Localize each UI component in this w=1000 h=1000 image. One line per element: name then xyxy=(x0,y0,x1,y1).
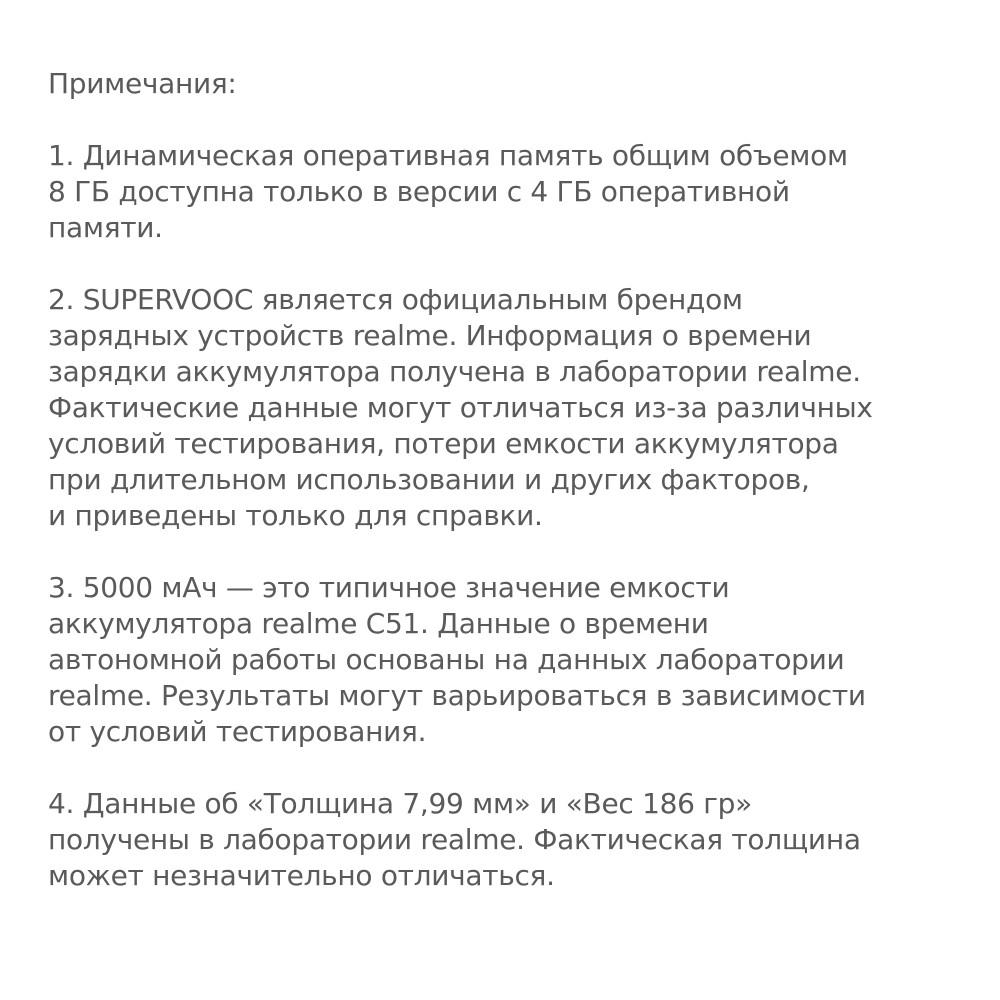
note-line: 4. Данные об «Толщина 7,99 мм» и «Вес 186 гр» xyxy=(48,787,752,820)
note-line: 3. 5000 мАч — это типичное значение емкости xyxy=(48,571,730,604)
note-line: 1. Динамическая оперативная память общим объемом xyxy=(48,139,848,172)
note-line: 8 ГБ доступна только в версии с 4 ГБ оперативной xyxy=(48,175,790,208)
notes-heading: Примечания: xyxy=(48,67,237,100)
note-line: от условий тестирования. xyxy=(48,715,427,748)
note-1 xyxy=(48,138,968,246)
note-line: зарядки аккумулятора получена в лаборатории realme. xyxy=(48,355,861,388)
note-line: и приведены только для справки. xyxy=(48,499,543,532)
note-line: памяти. xyxy=(48,211,163,244)
note-line: условий тестирования, потери емкости аккумулятора xyxy=(48,427,839,460)
note-line: автономной работы основаны на данных лаборатории xyxy=(48,643,845,676)
note-line: зарядных устройств realme. Информация о времени xyxy=(48,319,812,352)
note-2 xyxy=(48,282,968,534)
note-line: при длительном использовании и других факторов, xyxy=(48,463,810,496)
note-line: realme. Результаты могут варьироваться в зависимости xyxy=(48,679,866,712)
note-line: аккумулятора realme C51. Данные о времени xyxy=(48,607,709,640)
note-line: может незначительно отличаться. xyxy=(48,859,555,892)
note-line: 2. SUPERVOOC является официальным брендом xyxy=(48,283,743,316)
note-3 xyxy=(48,570,968,750)
note-line: Фактические данные могут отличаться из-за различных xyxy=(48,391,873,424)
note-4 xyxy=(48,786,968,894)
notes-document xyxy=(48,66,968,894)
note-line: получены в лаборатории realme. Фактическая толщина xyxy=(48,823,861,856)
